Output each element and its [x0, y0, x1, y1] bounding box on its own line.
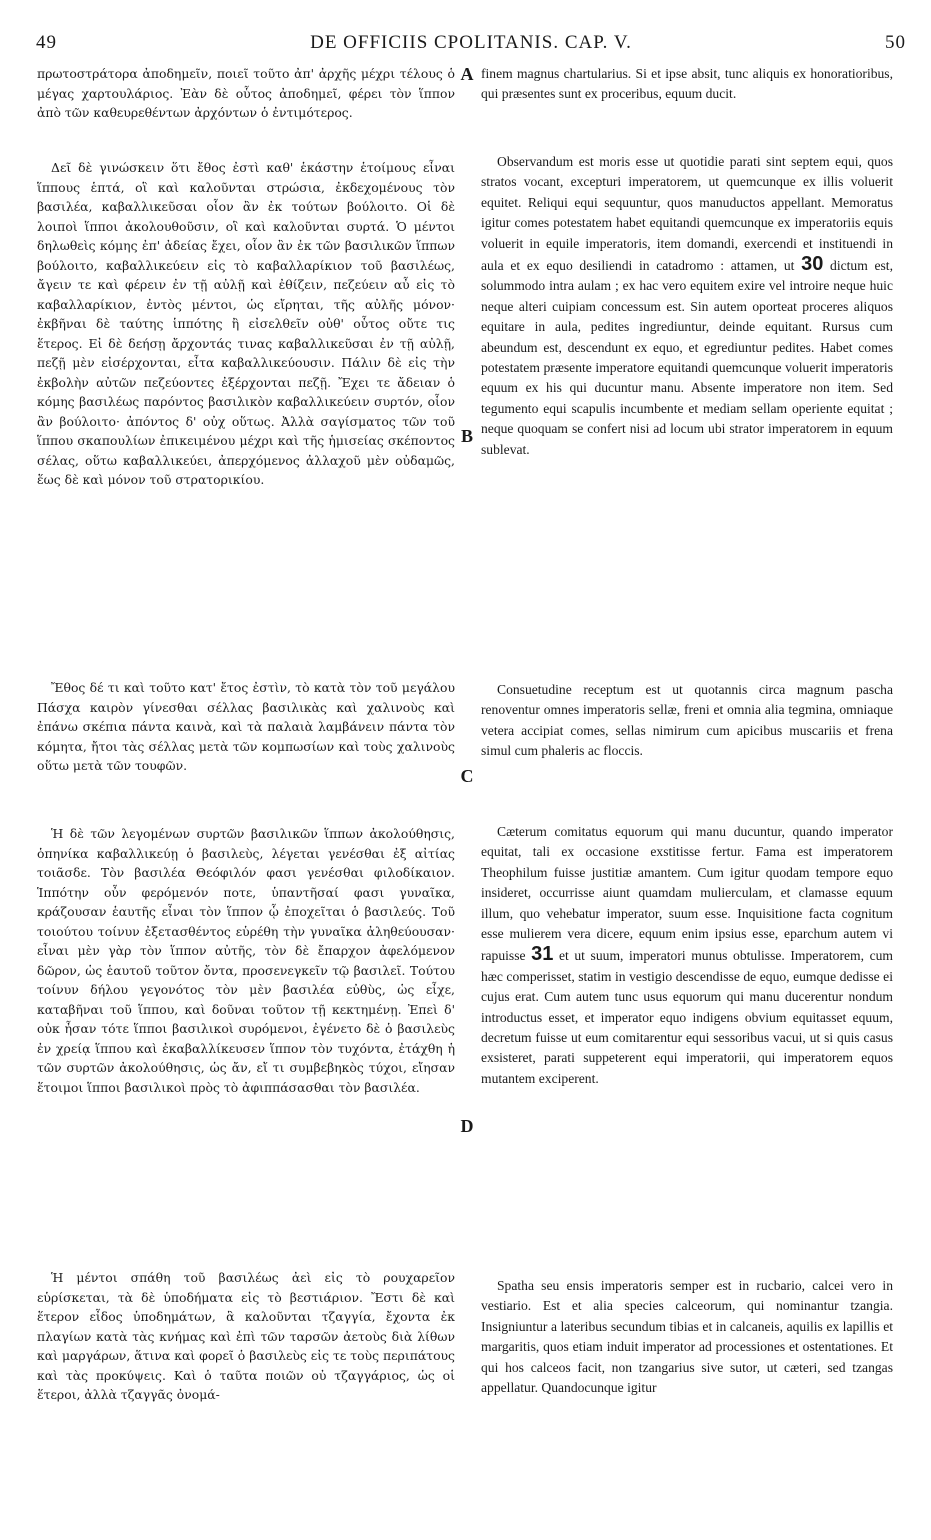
margin-letter-a: A — [460, 64, 474, 84]
greek-paragraph: πρωτοστράτορα ἀποδημεῖν, ποιεῖ τοῦτο ἀπ' ἀρχῆς μέχρι τέλους ὁ μέγας χαρτουλάριος. Ἐὰν δὲ οὗτος ἀποδημεῖ, φέρει τὸν ἵππον ἀπὸ τῶν καθευρεθέντων ἀρχόντων ὁ ἐντιμότερος. — [37, 66, 455, 120]
margin-letter-c: C — [460, 766, 474, 786]
latin-text: et ut suum, imperatori munus obtulisse. Imperatorem, cum hæc comperisset, statim in vestigio descendisse de equo, eumque dedisse ei cujus erat. Cum autem tunc usus equorum qui manu ducerentur nondum introductus esset, et imperator equo indigens obvium equitasset equum, decretum fuisse ut eum comitarentur equi sessoribus vacui, ut si quis casus exsisteret, parati suppeterent equi imperatorii, qui imperatorem equos mutantem exciperent. — [481, 948, 893, 1086]
latin-paragraph: finem magnus chartularius. Si et ipse absit, tunc aliquis ex honoratioribus, qui præsentes sunt ex proceribus, equum ducit. — [481, 66, 893, 102]
page-number-left: 49 — [36, 32, 57, 53]
section-number: 30 — [801, 253, 824, 276]
section-number: 31 — [531, 943, 554, 966]
margin-letter-b: B — [460, 426, 473, 446]
running-title: DE OFFICIIS CPOLITANIS. CAP. V. — [310, 32, 632, 53]
margin-letter-d: D — [460, 1116, 474, 1136]
latin-paragraph: Spatha seu ensis imperatoris semper est in rucbario, calcei vero in vestiario. Est et alia species calceorum, qui nominantur tzangia. Insigniuntur a lateribus secundum tibias et in calcaneis, aquilis ex lapillis et margaritis, quos etiam induit imperator ad processiones et ostentationes. Et qui hos calceos facit, non tzangarius sive sutor, ut cæteri, sed tzangas appellatur. Quandocunque igitur — [481, 1278, 893, 1396]
latin-paragraph — [481, 152, 893, 460]
page-number-right: 50 — [885, 32, 906, 53]
greek-paragraph: Ἡ μέντοι σπάθη τοῦ βασιλέως ἀεὶ εἰς τὸ ρουχαρεῖον εὑρίσκεται, τὰ δὲ ὑποδήματα εἰς τὸ βεστιάριον. Ἔστι δὲ καὶ ἕτερον εἶδος ὑποδημάτων, ἃ καλοῦνται τζαγγία, ἔχοντα ἐκ πλαγίων κατὰ τὰς κνήμας καὶ ἐπὶ τῶν ταρσῶν ἀετοὺς διὰ λίθων καὶ μαργάρων, ἅτινα καὶ φορεῖ ὁ βασιλεὺς εἰς τε τοὺς περιπάτους καὶ τὰς προκύψεις. Καὶ ὁ ταῦτα ποιῶν οὐ τζαγγάριος, ὡς οἱ ἕτεροι, ἀλλὰ τζαγγᾶς ὀνομά- — [37, 1270, 455, 1402]
greek-paragraph: Δεῖ δὲ γινώσκειν ὅτι ἔθος ἐστὶ καθ' ἑκάστην ἑτοίμους εἶναι ἵππους ἑπτά, οἳ καὶ καλοῦνται στρώσια, ἐκδεχομένους τὸν βασιλέα, καβαλλικεῦσαι οἷον ἂν ἐκ τούτων βούλοιτο. Οἱ δὲ λοιποὶ ἵπποι ἀκολουθοῦσιν, οἳ καὶ καλοῦνται συρτά. Ὁ μέντοι δηλωθεὶς κόμης ἐπ' ἀδείας ἔχει, οἷον ἂν ἐκ τῶν βασιλικῶν ἵππων βούλοιτο, καβαλλικεύειν εἰς τὸ καβαλλαρίκιον τοῦ βασιλέως, ἄγειν τε καὶ φέρειν ἐν τῇ αὐλῇ καὶ ἐθίζειν, πεζεύειν αὖ εἰς τὸ καβαλλαρίκιον, ἐντὸς μέντοι, ὡς εἴρηται, τῆς αὐλῆς μόνον· ἐκβῆναι δὲ ταύτης ἱππότης ἢ εἰσελθεῖν οὐθ' οὗτος οὔτε τις ἕτερος. Εἰ δὲ δεήσῃ ἄρχοντάς τινας καβαλλικεῦσαι ἐν τῇ αὐλῇ, πεζῇ μὲν εἰσέρχονται, εἶτα καβαλλικεύουσιν. Πάλιν δὲ εἰς τὴν ἐκβολὴν αὐτῶν πεζεύοντες ἐξέρχονται πεζῇ. Ἔχει τε ἄδειαν ὁ κόμης βασιλέως παρόντος βασιλικὸν καβαλλικεύειν συρτόν, οἷον ἂν βούλοιτο· ἀπόντος δ' οὐχ οὕτως. Ἀλλὰ σαγίσματος τῶν τοῦ ἵππου σκαπουλίων ἐπικειμένου μέχρι καὶ τῆς ἡμισείας σκέποντος σέλας, οὕτω καβαλλικεύει, ἀπερχόμενος ἀλλαχοῦ μὲν οὐδαμῶς, ἕως δὲ καὶ μόνον τοῦ στρατορικίου. — [37, 160, 455, 487]
latin-text: Cæterum comitatus equorum qui manu ducuntur, quando imperator equitat, tali ex occasione exstitisse fertur. Fama est imperatorem Theophilum fuisse justitiæ amantem. Cum igitur quodam tempore equo insideret, occurrisse aiunt quamdam mulierculam, et clamasse equum illum, quo vehebatur imperator, suum esse. Inquisitione facta cognitum esse mulierem vera dicere, equum enim ipsius esse, eparchum autem vi rapuisse — [481, 824, 893, 964]
latin-text: Observandum est moris esse ut quotidie parati sint septem equi, quos stratos vocant, excepturi imperatorem, ut quemcunque ex illis voluerit equitet. Reliqui equi sequuntur, quos manuductos appellant. Memoratus igitur comes potestatem habet equitandi quemcunque ex imperatoriis equis voluerit in equile imperatoris, item domandi, exercendi et instituendi in aula et ex equo desiliendi in catadromo : attamen, ut — [481, 154, 893, 274]
latin-text: dictum est, solummodo intra aulam ; ex hac vero equitem exire vel introire neque huic neque alteri cuipiam concessum est. Sin autem oporteat proceres aliquos equitare in aula, pedites ingrediuntur, deinde equitant. Rursus cum abeundum est, descendunt ex equo, et egrediuntur pedites. Habet comes potestatem præsente imperatore equitandi quemcunque voluerit imperatoris equum ex his qui ducuntur manu. Absente imperatore non item. Sed tegumento equi scapulis incumbente et mediam sellam operiente equitat ; neque quoquam se confert nisi ad locum ubi strator imperatorem in equum sublevat. — [481, 258, 893, 457]
greek-paragraph: Ἡ δὲ τῶν λεγομένων συρτῶν βασιλικῶν ἵππων ἀκολούθησις, ὁπηνίκα καβαλλικεύῃ ὁ βασιλεὺς, λέγεται γενέσθαι ἐξ αἰτίας τοιᾶσδε. Τὸν βασιλέα Θεόφιλόν φασι γενέσθαι φιλοδίκαιον. Ἱππότην οὖν φερόμενόν ποτε, ὑπαντῆσαί φασι γυναῖκα, κράζουσαν ἑαυτῆς εἶναι τὸν ἵππον ᾧ ἐποχεῖται ὁ βασιλεύς. Τοῦ τοιούτου τοίνυν ἐξετασθέντος εὑρέθη τὴν γυναῖκα ἀληθεύουσαν· εἶναι μὲν γὰρ τὸν ἵππον αὐτῆς, τὸν δὲ ἔπαρχον ἀφελόμενον δῶρον, ὡς ἑαυτοῦ τοῦτον ὄντα, προσενεγκεῖν τῷ βασιλεῖ. Τούτου τοίνυν δήλου γεγονότος τὸν μὲν βασιλέα εὐθὺς, ὡς εἶχε, καταβῆναι τοῦ ἵππου, καὶ δοῦναι τοῦτον τῇ κεκτημένῃ. Ἐπεὶ δ' οὐκ ἦσαν τότε ἵπποι βασιλικοὶ συρόμενοι, ἐγένετο δὲ ὁ βασιλεὺς ἐν χρείᾳ ἵππου καὶ ἐκαβαλλίκευσεν ἵππον τὸν τυχόντα, ἐτάχθη ἡ τῶν συρτῶν ἀκολούθησις, ὡς ἄν, εἴ τι συμβεβηκὸς τύχοι, εἴησαν ἕτοιμοι ἵπποι βασιλικοὶ πρὸς τὸ ἀφιππάσασθαι τὸν βασιλέα. — [37, 826, 455, 1095]
greek-paragraph: Ἔθος δέ τι καὶ τοῦτο κατ' ἔτος ἐστὶν, τὸ κατὰ τὸν τοῦ μεγάλου Πάσχα καιρὸν γίνεσθαι σέλλας βασιλικὰς καὶ χαλινοὺς καὶ ἐπάνω σκέπια πάντα καινὰ, καὶ τὰ παλαιὰ λαμβάνειν πάντα τὸν κόμητα, ἤτοι τὰς σέλλας μετὰ τῶν κομπωσίων καὶ τοὺς χαλινοὺς οὕτω μετὰ τῶν τουφῶν. — [37, 680, 455, 773]
page-header — [36, 32, 906, 60]
latin-paragraph: Consuetudine receptum est ut quotannis circa magnum pascha renoventur omnes imperatoris sellæ, freni et omnia alia tegmina, omniaque vetera accipiat comes, sellas nimirum cum apicibus muscariis et frena simul cum phaleris ac floccis. — [481, 682, 893, 759]
latin-paragraph — [481, 822, 893, 1089]
